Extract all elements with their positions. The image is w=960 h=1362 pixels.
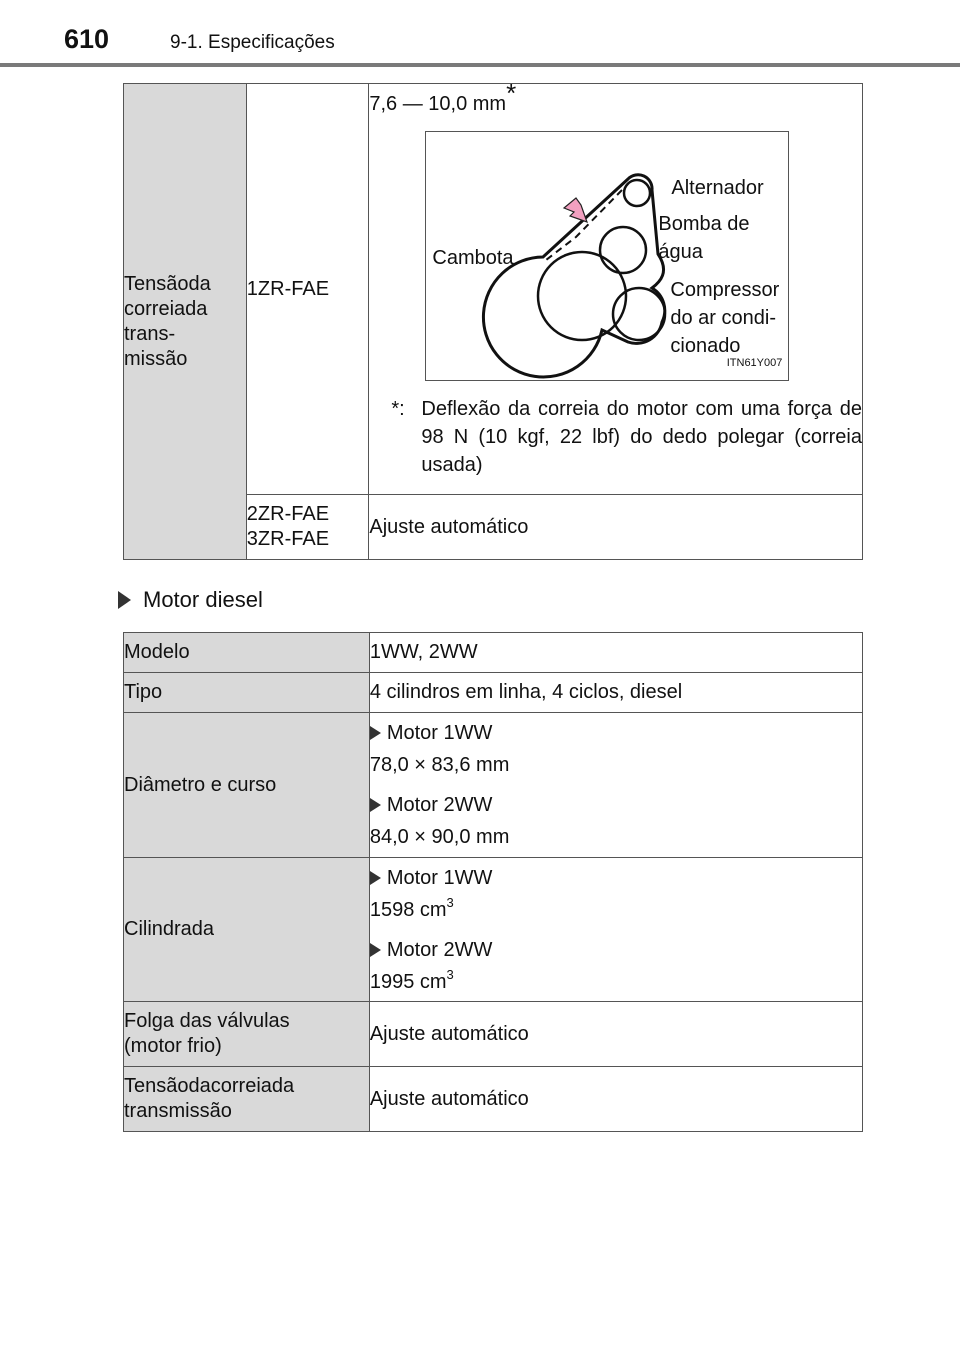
crankshaft-label: Cambota — [432, 247, 514, 269]
triangle-bullet-icon — [118, 591, 131, 609]
diesel-spec-table — [123, 632, 863, 1132]
section-title: 9-1. Especificações — [170, 32, 335, 53]
footnote-text: Deflexão da correia do motor com uma força de 98 N (10 kgf, 22 lbf) do dedo polegar (correia usada) — [421, 398, 862, 476]
belt-deflection-cell — [369, 78, 863, 495]
spec-value: Ajuste automático — [369, 1067, 862, 1132]
spec-label: Cilindrada — [124, 858, 370, 1002]
label-line: missão — [124, 347, 188, 370]
engine-subheading — [370, 934, 862, 966]
label-word: da — [271, 1075, 295, 1097]
footnote-marker: * — [506, 78, 517, 108]
triangle-bullet-icon — [370, 943, 381, 957]
label-word: Tensão — [124, 272, 189, 295]
engine-model-line: 3ZR-FAE — [246, 528, 330, 550]
ac-compressor-label-line: cionado — [670, 335, 741, 357]
deflection-footnote — [391, 395, 862, 479]
spec-value: 4 cilindros em linha, 4 ciclos, diesel — [369, 673, 862, 713]
spec-value — [370, 894, 862, 926]
footnote-mark: *: — [391, 398, 405, 420]
figure-code: ITN61Y007 — [726, 357, 783, 369]
spec-label: Diâmetro e curso — [124, 713, 370, 858]
engine-model — [246, 495, 369, 560]
label-word: correia — [210, 1075, 272, 1097]
spec-label: Modelo — [124, 633, 370, 673]
belt-adjust-value: Ajuste automático — [369, 495, 863, 560]
water-pump-label — [658, 210, 749, 266]
crankshaft-pulley — [538, 252, 626, 340]
table-row — [124, 1067, 863, 1132]
belt-tension-label — [124, 84, 247, 560]
engine-model-line: 2ZR-FAE — [246, 503, 330, 525]
engine-subheading — [370, 862, 862, 894]
spec-label — [124, 1002, 370, 1067]
belt-diagram — [425, 131, 789, 381]
ac-compressor-label — [670, 276, 779, 360]
spec-value: 78,0 × 83,6 mm — [369, 754, 510, 776]
engine-subheading — [370, 717, 862, 749]
spec-label-line — [124, 1074, 369, 1099]
engine-model: 1ZR-FAE — [246, 84, 369, 495]
unit-exponent: 3 — [446, 966, 454, 982]
engine-name: Motor 1WW — [386, 722, 493, 744]
spec-label: Tipo — [124, 673, 370, 713]
belt-tension-table — [123, 78, 863, 560]
table-row — [124, 84, 863, 495]
label-word: da — [188, 1075, 211, 1097]
label-line: trans- — [124, 322, 176, 345]
engine-name: Motor 1WW — [386, 866, 493, 889]
engine-name: Motor 2WW — [386, 938, 493, 961]
spec-value: Ajuste automático — [369, 1002, 862, 1067]
displacement-number: 1598 cm — [369, 898, 447, 921]
table-row — [124, 1002, 863, 1067]
displacement-values — [369, 858, 862, 1002]
pressing-arrow-icon — [564, 198, 587, 222]
displacement-number: 1995 cm — [369, 970, 447, 993]
label-word: da — [188, 272, 211, 295]
table-row — [124, 858, 863, 1002]
page-header — [0, 0, 960, 68]
spec-label-line: transmissão — [124, 1100, 232, 1122]
spec-label-line: Folga das válvulas — [124, 1010, 290, 1032]
label-line — [124, 297, 246, 322]
spec-label-line: (motor frio) — [124, 1035, 222, 1057]
label-word: da — [185, 297, 208, 320]
engine-subheading — [370, 789, 862, 821]
diesel-heading — [118, 587, 263, 613]
deflected-belt — [546, 190, 622, 260]
deflection-value — [369, 78, 862, 117]
table-row — [124, 633, 863, 673]
triangle-bullet-icon — [370, 726, 381, 740]
spec-label — [124, 1067, 370, 1132]
alternator-pulley — [624, 180, 650, 206]
table-row — [124, 713, 863, 858]
deflection-range: 7,6 — 10,0 mm — [369, 93, 507, 115]
unit-exponent: 3 — [446, 894, 454, 910]
water-pump-label-line: água — [658, 241, 703, 263]
label-word: Tensão — [124, 1075, 189, 1097]
spec-value: 84,0 × 90,0 mm — [369, 826, 510, 848]
table-row — [124, 673, 863, 713]
label-line — [124, 272, 246, 297]
ac-compressor-label-line: Compressor — [670, 279, 780, 301]
spec-value: 1WW, 2WW — [369, 633, 862, 673]
alternator-label: Alternador — [671, 177, 764, 199]
bore-stroke-values — [369, 713, 862, 858]
spec-value — [370, 966, 862, 998]
water-pump-label-line: Bomba de — [658, 213, 750, 235]
triangle-bullet-icon — [370, 871, 381, 885]
header-rule — [0, 63, 960, 67]
water-pump-pulley — [600, 227, 646, 273]
page-number: 610 — [64, 24, 110, 54]
label-word: correia — [124, 297, 186, 320]
engine-name: Motor 2WW — [386, 794, 493, 816]
triangle-bullet-icon — [370, 798, 381, 812]
ac-compressor-label-line: do ar condi- — [670, 307, 776, 329]
diesel-heading-text: Motor diesel — [143, 587, 263, 612]
